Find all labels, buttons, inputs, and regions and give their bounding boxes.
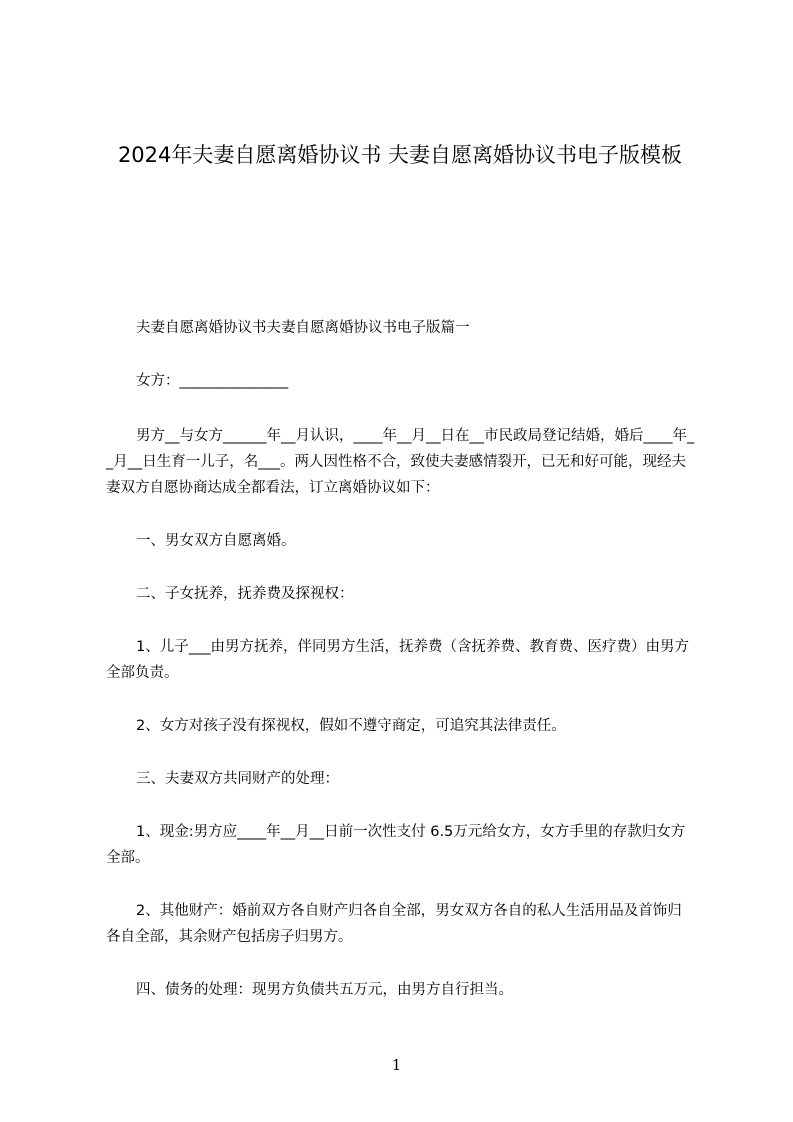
section-heading: 夫妻自愿离婚协议书夫妻自愿离婚协议书电子版篇一 [136, 320, 470, 336]
clause-three-item-2: 2、其他财产：婚前双方各自财产归各自全部，男女双方各自的私人生活用品及首饰归各自全部，其余财产包括房子归男方。 [106, 903, 682, 945]
clause-two-item-1: 1、儿子___由男方抚养，伴同男方生活，抚养费（含抚养费、教育费、医疗费）由男方全部负责。 [106, 639, 689, 681]
clause-two-item-2: 2、女方对孩子没有探视权，假如不遵守商定，可追究其法律责任。 [136, 718, 566, 734]
clause-three-item-1: 1、现金:男方应____年__月__日前一次性支付 6.5万元给女方，女方手里的存款归女方全部。 [106, 824, 686, 866]
clause-four: 四、债务的处理：现男方负债共五万元，由男方自行担当。 [136, 982, 513, 998]
document-title: 2024年夫妻自愿离婚协议书 夫妻自愿离婚协议书电子版模板 [117, 143, 683, 167]
clause-one: 一、男女双方自愿离婚。 [136, 533, 296, 549]
female-party-line: 女方：_______________ [136, 373, 289, 389]
page-number: 1 [391, 1056, 402, 1074]
clause-two-heading: 二、子女抚养，抚养费及探视权： [136, 586, 354, 602]
intro-paragraph: 男方__与女方______年__月认识，____年__月__日在__市民政局登记结婚，婚后____年__月__日生育一儿子，名___。两人因性格不合，致使夫妻感情裂开，已无和好可能，现经夫妻双方自愿协商达成全都看法，订立离婚协议如下： [106, 428, 695, 496]
clause-three-heading: 三、夫妻双方共同财产的处理： [136, 771, 339, 787]
